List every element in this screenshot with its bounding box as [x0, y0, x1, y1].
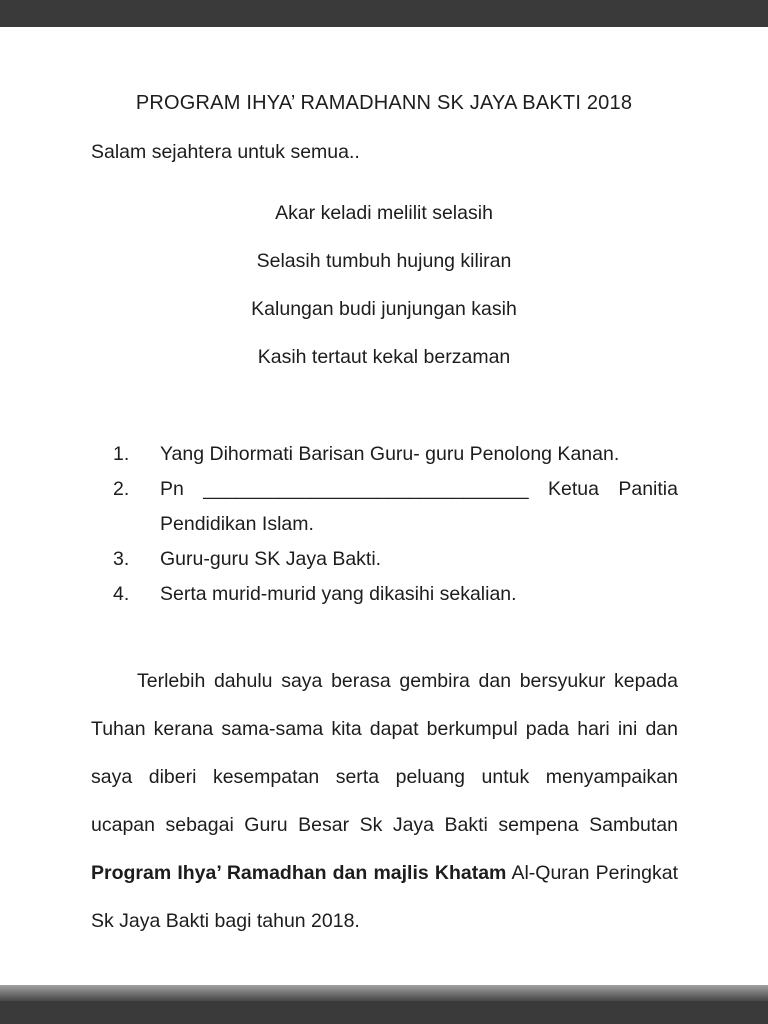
paragraph-text: Al-Quran Peringkat [506, 862, 678, 884]
list-item-number: 4. [113, 583, 130, 605]
list-item-number: 2. [113, 478, 130, 500]
list-item-line: Pn ______________________________ Ketua Panitia [160, 478, 678, 500]
paragraph-line: Terlebih dahulu saya berasa gembira dan bersyukur kepada [137, 670, 678, 692]
paragraph-line [91, 849, 678, 897]
list-item [91, 472, 678, 542]
salutation-list [91, 437, 678, 612]
list-item-line: Pendidikan Islam. [160, 513, 314, 535]
list-item-text [160, 542, 678, 577]
list-item [91, 577, 678, 612]
list-item-line: Yang Dihormati Barisan Guru- guru Penolong Kanan. [160, 443, 620, 465]
list-item-line: Serta murid-murid yang dikasihi sekalian. [160, 583, 517, 605]
paragraph-line: Sk Jaya Bakti bagi tahun 2018. [91, 910, 360, 932]
viewer-gap-top [0, 0, 768, 27]
document-page[interactable] [0, 27, 768, 985]
paragraph-line: saya diberi kesempatan serta peluang untuk menyampaikan [91, 766, 678, 788]
paragraph-line: Tuhan kerana sama-sama kita dapat berkumpul pada hari ini dan [91, 718, 678, 740]
pantun-line: Kalungan budi junjungan kasih [251, 298, 517, 320]
pantun-line: Akar keladi melilit selasih [275, 202, 493, 224]
list-item [91, 542, 678, 577]
list-item [91, 437, 678, 472]
pantun-line: Selasih tumbuh hujung kiliran [256, 250, 512, 272]
list-item-number: 3. [113, 548, 130, 570]
opening-paragraph [91, 657, 678, 945]
list-item-text [160, 577, 678, 612]
pantun-line: Kasih tertaut kekal berzaman [257, 346, 511, 368]
list-item-line: Guru-guru SK Jaya Bakti. [160, 548, 382, 570]
pantun-verse [0, 189, 768, 381]
list-item-number: 1. [113, 443, 130, 465]
greeting-line: Salam sejahtera untuk semua.. [91, 141, 360, 163]
paragraph-line: ucapan sebagai Guru Besar Sk Jaya Bakti sempena Sambutan [91, 814, 678, 836]
document-title: PROGRAM IHYA’ RAMADHANN SK JAYA BAKTI 2018 [135, 92, 633, 114]
page-bottom-shadow [0, 985, 768, 1001]
viewer-gap-bottom [0, 1001, 768, 1024]
list-item-text [160, 437, 678, 472]
paragraph-bold-text: Program Ihya’ Ramadhan dan majlis Khatam [91, 862, 507, 884]
list-item-text [160, 472, 678, 542]
